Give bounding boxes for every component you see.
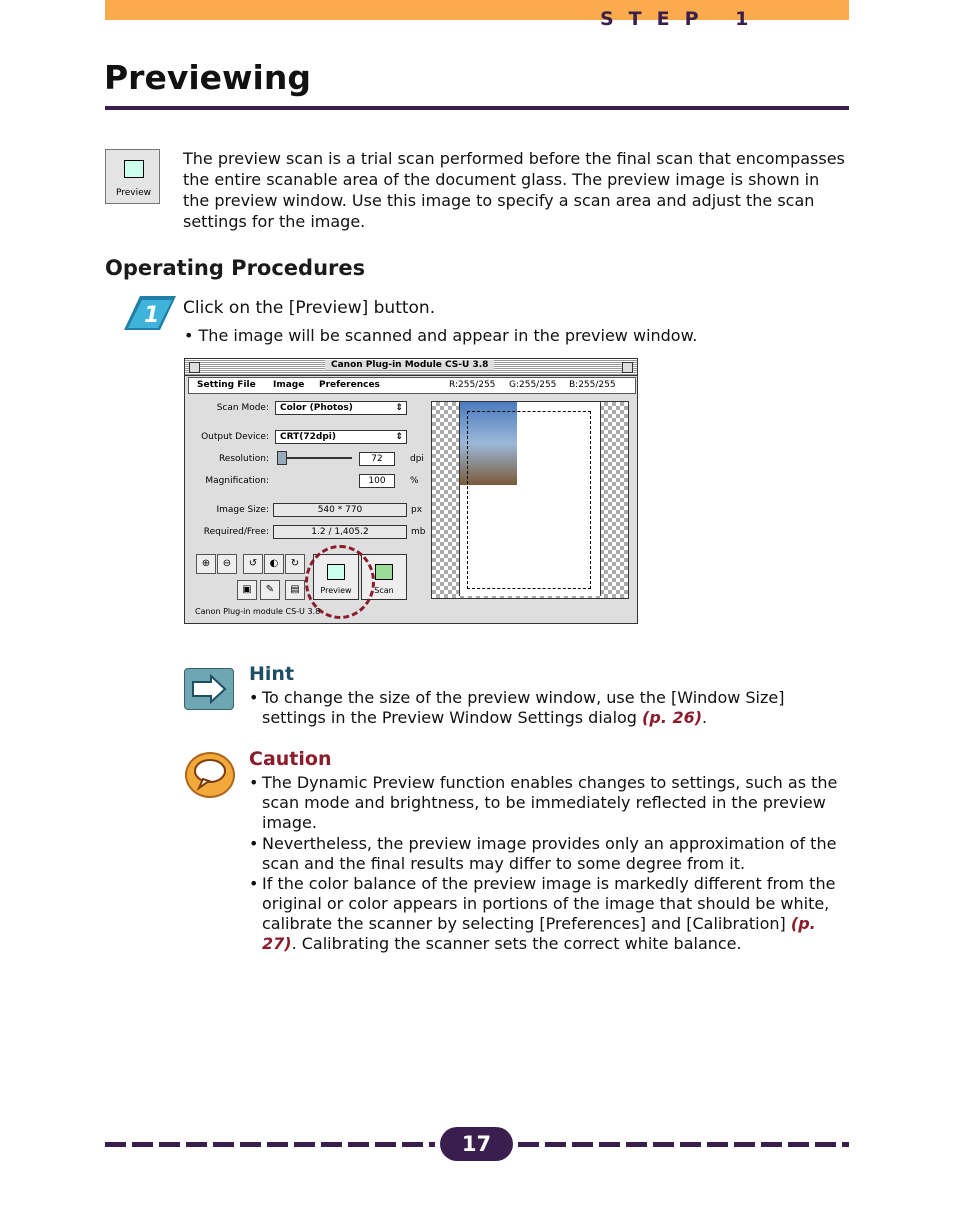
zoom-in-icon[interactable]: ⊕ (196, 554, 216, 574)
hint-icon (184, 668, 234, 710)
menu-image[interactable]: Image (273, 380, 305, 390)
rotate-left-icon[interactable]: ↺ (243, 554, 263, 574)
arrow-icon (185, 669, 233, 709)
hint-heading: Hint (249, 663, 295, 685)
hint-text-end: . (702, 708, 708, 727)
window-titlebar (185, 359, 637, 376)
page-title: Previewing (104, 58, 311, 97)
zoom-box-icon[interactable] (622, 362, 633, 373)
settings-icon[interactable]: ▤ (285, 580, 305, 600)
caution-text-3: If the color balance of the preview image is markedly different from the original or color appears in portions of the image that should be white, calibrate the scanner by selecting [Preferences] and [Calibration] (262, 874, 836, 933)
resolution-slider[interactable] (277, 457, 352, 459)
resolution-input[interactable]: 72 (359, 452, 395, 466)
mirror-icon[interactable]: ◐ (264, 554, 284, 574)
caution-bullet-2: • Nevertheless, the preview image provides only an approximation of the scan and the final results may differ to some degree from it. (249, 834, 849, 874)
page-ref-link[interactable]: (p. 26) (642, 708, 703, 727)
step-bullet: • The image will be scanned and appear in the preview window. (184, 326, 698, 345)
readout-g: G:255/255 (509, 380, 557, 390)
window-footer: Canon Plug-in module CS-U 3.8 (195, 607, 321, 616)
readout-b: B:255/255 (569, 380, 616, 390)
step-number-icon (120, 292, 180, 332)
intro-paragraph: The preview scan is a trial scan performed before the final scan that encompasses the entire scanable area of the document glass. The preview image is shown in the preview window. Use this image to specify a scan area and adjust the scan settings for the image. (183, 149, 845, 231)
caution-heading: Caution (249, 748, 332, 770)
footer-dashes-right (518, 1142, 849, 1147)
resolution-unit: dpi (410, 454, 424, 464)
image-size-label: Image Size: (216, 505, 269, 515)
title-rule (105, 106, 849, 110)
eyedropper-icon[interactable]: ✎ (260, 580, 280, 600)
preview-page (459, 402, 601, 596)
output-device-select[interactable] (275, 430, 407, 444)
footer-dashes-left (105, 1142, 435, 1147)
step-number: 1 (144, 303, 160, 328)
slider-handle-icon[interactable] (277, 451, 287, 465)
preview-area[interactable] (431, 401, 629, 599)
menu-preferences[interactable]: Preferences (319, 380, 380, 390)
window-menubar (188, 377, 636, 394)
image-size-unit: px (411, 505, 423, 515)
scan-icon (375, 564, 393, 580)
preview-icon (124, 160, 144, 178)
speech-bubble-icon (187, 754, 233, 796)
caution-bullet-3: • If the color balance of the preview image is markedly different from the original or color appears in portions of the image that should be white, calibrate the scanner by selecting [Preferences] and [Calibration] (p. 27). Calibrating the scanner sets the correct white balance. (249, 874, 836, 953)
preview-button-label: Preview (320, 586, 352, 595)
output-device-label: Output Device: (201, 432, 269, 442)
scan-mode-label: Scan Mode: (216, 403, 269, 413)
hint-bullet: • To change the size of the preview window, use the [Window Size] settings in the Preview Window Settings dialog (p. 26). (249, 688, 785, 727)
required-free-unit: mb (411, 527, 426, 537)
step-instruction: Click on the [Preview] button. (183, 298, 436, 318)
required-free-value: 1.2 / 1,405.2 (273, 525, 407, 539)
page-ref-link[interactable]: (p. 27) (262, 914, 816, 953)
caution-bullet-1: • The Dynamic Preview function enables changes to settings, such as the scan mode and brightness, to be immediately reflected in the preview image. (249, 773, 849, 833)
scan-mode-value: Color (Photos) (280, 403, 353, 413)
scan-area-marquee[interactable] (467, 411, 591, 589)
rotate-right-icon[interactable]: ↻ (285, 554, 305, 574)
zoom-out-icon[interactable]: ⊖ (217, 554, 237, 574)
step-label: STEP 1 (600, 8, 764, 30)
auto-tone-icon[interactable]: ▣ (237, 580, 257, 600)
select-arrows-icon: ⇕ (395, 432, 403, 442)
preview-icon-label: Preview (115, 188, 152, 198)
output-device-value: CRT(72dpi) (280, 432, 336, 442)
scan-button-label: Scan (374, 586, 394, 595)
hint-text: To change the size of the preview window, use the [Window Size] settings in the Preview Window Settings dialog (262, 688, 785, 727)
magnification-input[interactable]: 100 (359, 474, 395, 488)
required-free-label: Required/Free: (203, 527, 269, 537)
caution-text-3-end: . Calibrating the scanner sets the correct white balance. (291, 934, 742, 953)
menu-setting-file[interactable]: Setting File (197, 380, 256, 390)
page-number: 17 (440, 1127, 513, 1161)
window-title: Canon Plug-in Module CS-U 3.8 (325, 360, 494, 370)
select-arrows-icon: ⇕ (395, 403, 403, 413)
resolution-label: Resolution: (218, 454, 269, 464)
close-box-icon[interactable] (189, 362, 200, 373)
image-size-value: 540 * 770 (273, 503, 407, 517)
readout-r: R:255/255 (449, 380, 496, 390)
magnification-unit: % (410, 476, 419, 486)
magnification-label: Magnification: (205, 476, 269, 486)
caution-text-1: The Dynamic Preview function enables changes to settings, such as the scan mode and brightness, to be immediately reflected in the preview image. (262, 773, 838, 832)
section-heading: Operating Procedures (105, 256, 366, 280)
preview-button-illustration (105, 149, 160, 204)
caution-text-2: Nevertheless, the preview image provides only an approximation of the scan and the final results may differ to some degree from it. (262, 834, 837, 873)
caution-icon (185, 752, 235, 798)
scan-mode-select[interactable] (275, 401, 407, 415)
scanner-window (184, 358, 638, 624)
